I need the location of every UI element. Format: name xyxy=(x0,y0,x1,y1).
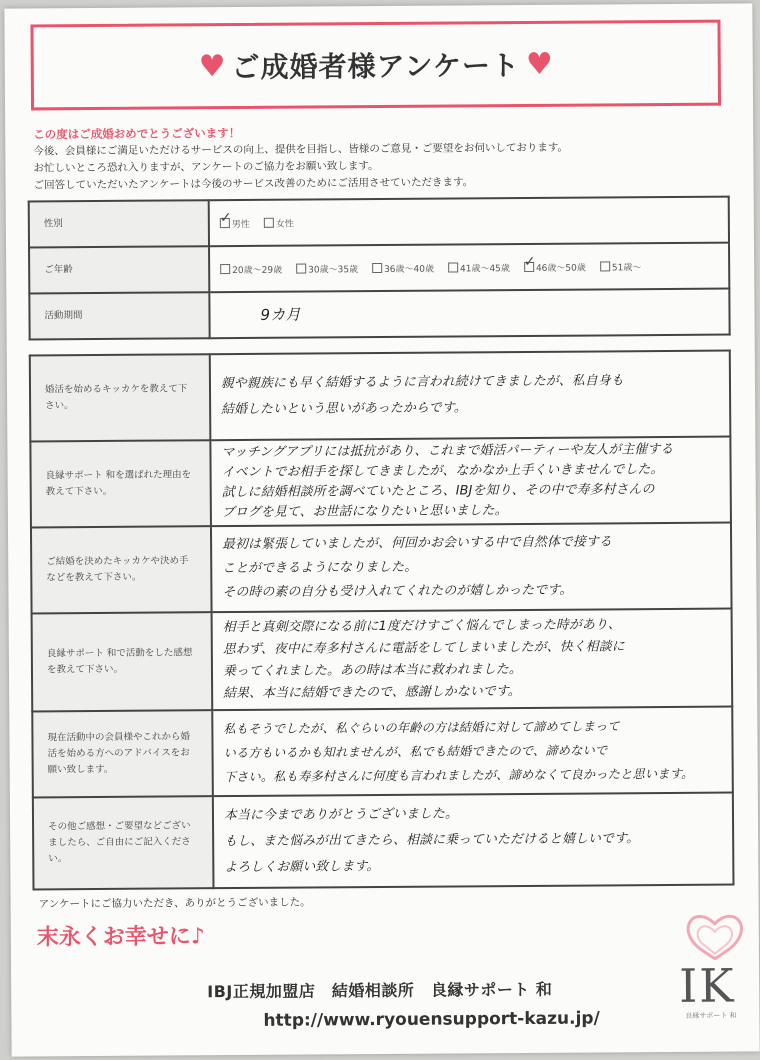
checkbox-label: 51歳～ xyxy=(611,262,642,273)
question-label: 現在活動中の会員様やこれから婚活を始める方へのアドバイスをお願い致します。 xyxy=(32,710,213,797)
answer-field[interactable] xyxy=(210,351,731,441)
answer-field[interactable] xyxy=(212,609,733,711)
page-title: ご成婚者様アンケート xyxy=(231,49,521,85)
checkbox-box[interactable] xyxy=(296,263,306,273)
question-row xyxy=(32,609,733,712)
period-field[interactable] xyxy=(209,289,729,339)
shop-name: IBJ正規加盟店 結婚相談所 良縁サポート 和 xyxy=(207,979,553,1002)
intro-lead: この度はご成婚おめでとうございます！ xyxy=(33,125,241,142)
answer-field[interactable] xyxy=(210,437,731,527)
answer-line: 親や親族にも早く結婚するように言われ続けてきましたが、私自身も xyxy=(220,373,624,392)
answer-line: その時の素の自分も受け入れてくれたのが嬉しかったです。 xyxy=(222,582,573,601)
answer-line: もし、また悩みが出てきたら、相談に乗っていただけると嬉しいです。 xyxy=(224,831,640,850)
answer-line: いる方もいるかも知れませんが、私でも結婚できたので、諦めないで xyxy=(223,743,608,761)
checkbox-box[interactable] xyxy=(220,218,230,228)
title-box xyxy=(30,20,721,111)
gender-label: 性別 xyxy=(29,200,209,247)
answer-line: 本当に今までありがとうございました。 xyxy=(223,806,458,824)
checkbox-age-30[interactable] xyxy=(296,262,358,275)
svg-text:K: K xyxy=(699,958,734,1013)
period-value: 9カ月 xyxy=(260,305,301,324)
period-label: 活動期間 xyxy=(29,292,209,339)
answer-line: 相手と真剣交際になる前に1度だけすごく悩んでしまった時があり、 xyxy=(222,617,621,636)
answer-line: 乗ってくれました。あの時は本当に救われました。 xyxy=(222,662,522,680)
intro-line: お忙しいところ恐れ入りますが、アンケートのご協力をお願い致します。 xyxy=(33,160,379,175)
heart-icon: ♥ xyxy=(525,46,553,82)
checkbox-label: 30歳～35歳 xyxy=(308,264,359,276)
svg-text:I: I xyxy=(679,958,698,1013)
thanks-text: アンケートにご協力いただき、ありがとうございました。 xyxy=(38,896,311,911)
answer-line: よろしくお願い致します。 xyxy=(224,859,380,876)
profile-table xyxy=(28,196,731,341)
heart-icon: ♥ xyxy=(198,48,226,84)
checkbox-age-36[interactable] xyxy=(372,261,434,274)
answer-line: 結婚したいという思いがあったからです。 xyxy=(221,400,467,418)
checkbox-box[interactable] xyxy=(220,264,230,274)
checkbox-label: 36歳～40歳 xyxy=(384,264,434,275)
answer-line: 最初は緊張していましたが、何回かお会いする中で自然体で接する xyxy=(222,534,613,553)
checkbox-female[interactable] xyxy=(264,216,294,229)
question-label: 婚活を始めるキッカケを教えて下さい。 xyxy=(30,354,211,441)
question-label: ご結婚を決めたキッカケや決め手などを教えて下さい。 xyxy=(31,526,212,613)
checkbox-age-51[interactable] xyxy=(600,260,642,273)
answer-line: ことができるようになりました。 xyxy=(222,559,418,577)
question-row xyxy=(33,793,734,890)
question-label: 良縁サポート 和で活動をした感想を教えて下さい。 xyxy=(32,612,213,711)
gender-options xyxy=(209,197,729,247)
intro-line: 今後、会員様にご満足いただけるサービスの向上、提供を目指し、皆様のご意見・ご要望をお伺いしております。 xyxy=(33,141,569,158)
question-row xyxy=(30,351,731,442)
checkbox-label: 男性 xyxy=(231,219,250,230)
question-label: 良縁サポート 和を選ばれた理由を教えて下さい。 xyxy=(30,440,211,527)
intro-line: ご回答していただいたアンケートは今後のサービス改善のためにご活用させていただきます。 xyxy=(33,176,474,192)
checkbox-box[interactable] xyxy=(600,261,610,271)
questions-table xyxy=(29,350,735,891)
tagline: 末永くお幸せに♪ xyxy=(36,924,205,951)
checkbox-label: 46歳～50歳 xyxy=(535,263,586,274)
question-row xyxy=(30,437,731,528)
answer-line: 試しに結婚相談所を調べていたところ、IBJを知り、その中で寿多村さんの xyxy=(221,482,655,501)
answer-line: 私もそうでしたが、私ぐらいの年齢の方は結婚に対して諦めてしまって xyxy=(223,719,620,737)
age-options xyxy=(209,243,729,293)
answer-line: マッチングアプリには抵抗があり、これまで婚活パーティーや友人が主催する xyxy=(221,441,674,461)
answer-line: イベントでお相手を探してきましたが、なかなか上手くいきませんでした。 xyxy=(221,462,664,481)
checkbox-box[interactable] xyxy=(524,261,534,271)
checkbox-box[interactable] xyxy=(264,217,274,227)
kazu-logo-icon xyxy=(675,903,756,1024)
checkbox-box[interactable] xyxy=(448,262,458,272)
checkbox-label: 41歳～45歳 xyxy=(459,263,510,274)
question-label: その他ご感想・ご要望などございましたら、ご自由にご記入ください。 xyxy=(33,796,214,889)
question-row xyxy=(32,707,733,798)
age-label: ご年齢 xyxy=(29,246,209,293)
checkbox-male[interactable] xyxy=(220,216,250,229)
checkbox-age-46[interactable] xyxy=(524,260,586,273)
question-row xyxy=(31,523,732,614)
checkbox-box[interactable] xyxy=(372,262,382,272)
answer-field[interactable] xyxy=(213,793,734,889)
checkbox-label: 20歳～29歳 xyxy=(232,265,283,276)
answer-line: ブログを見て、お世話になりたいと思いました。 xyxy=(221,503,508,521)
logo-caption: 良縁サポート 和 xyxy=(685,1011,737,1020)
answer-line: 結果、本当に結婚できたので、感謝しかないです。 xyxy=(223,684,521,702)
checkbox-label: 女性 xyxy=(275,219,294,230)
intro-text xyxy=(33,122,733,195)
answer-field[interactable] xyxy=(211,523,732,613)
answer-field[interactable] xyxy=(212,707,733,797)
answer-line: 思わず、夜中に寿多村さんに電話をしてしまいましたが、快く相談に xyxy=(222,639,625,658)
checkbox-age-41[interactable] xyxy=(448,261,510,274)
website-url[interactable]: http://www.ryouensupport-kazu.jp/ xyxy=(263,1008,600,1031)
answer-line: 下さい。私も寿多村さんに何度も言われましたが、諦めなくて良かったと思います。 xyxy=(223,766,694,785)
survey-sheet xyxy=(4,3,759,1056)
checkbox-age-20[interactable] xyxy=(220,262,282,275)
